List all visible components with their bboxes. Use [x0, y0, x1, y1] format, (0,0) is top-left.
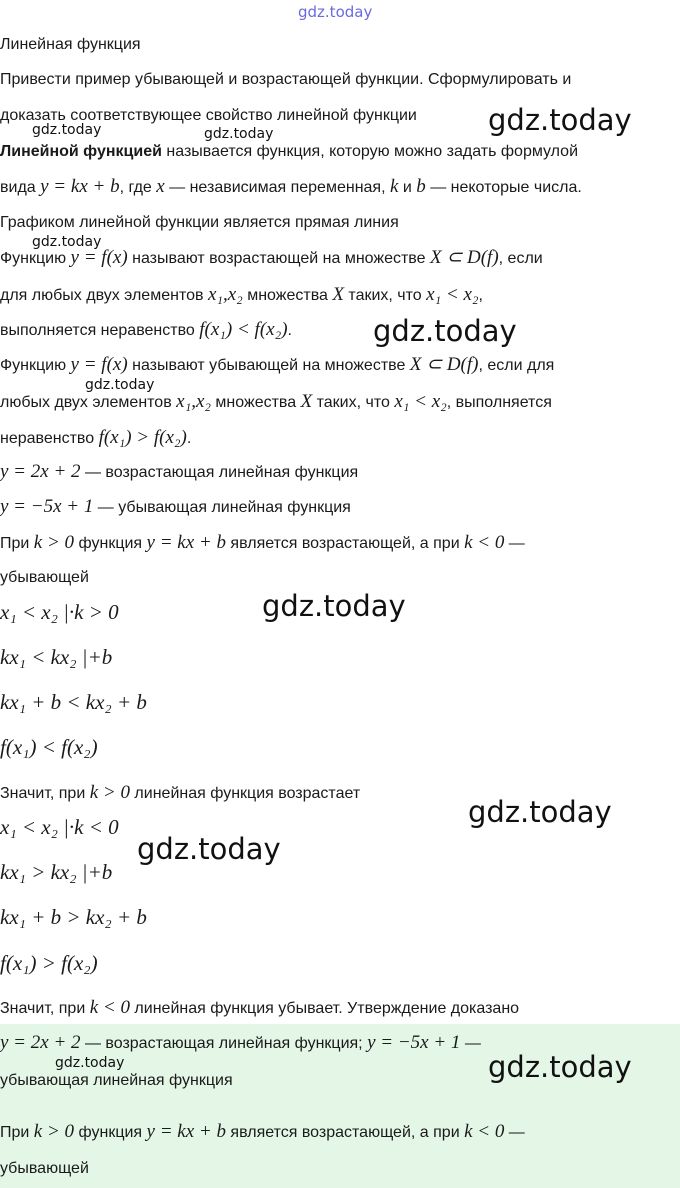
task-line-2: доказать соответствующее свойство линейной функции [0, 107, 417, 124]
proof-inc-step-1: x₁ < x₂ |·k > 0 [0, 600, 119, 624]
decreasing-line-1: Функцию y = f(x) называют убывающей на множестве X ⊂ D(f), если для [0, 354, 555, 375]
watermark: gdz.today [488, 1050, 632, 1084]
proof-dec-step-1: x₁ < x₂ |·k < 0 [0, 815, 119, 839]
answer-line-1: y = 2x + 2 — возрастающая линейная функция; y = −5x + 1 — [0, 1032, 481, 1053]
proof-dec-step-2: kx₁ > kx₂ |+b [0, 860, 113, 884]
definition-line-1: Линейной функцией называется функция, которую можно задать формулой [0, 143, 579, 160]
statement-line-2: убывающей [0, 569, 89, 586]
watermark: gdz.today [373, 314, 517, 348]
statement-line-1: При k > 0 функция y = kx + b является возрастающей, а при k < 0 — [0, 532, 525, 553]
watermark: gdz.today [468, 795, 612, 829]
watermark: gdz.today [137, 832, 281, 866]
watermark: gdz.today [488, 103, 632, 137]
decreasing-line-3: неравенство f(x₁) > f(x₂). [0, 427, 192, 448]
answer-line-2: убывающая линейная функция [0, 1072, 233, 1089]
example-decreasing: y = −5x + 1 — убывающая линейная функция [0, 496, 351, 517]
conclusion-increasing: Значит, при k > 0 линейная функция возрастает [0, 782, 361, 803]
watermark: gdz.today [32, 122, 102, 138]
watermark: gdz.today [55, 1055, 125, 1071]
answer-line-3: При k > 0 функция y = kx + b является возрастающей, а при k < 0 — [0, 1121, 525, 1142]
page-title: Линейная функция [0, 36, 141, 53]
graph-line: Графиком линейной функции является прямая линия [0, 214, 399, 231]
definition-line-2: вида y = kx + b, где x — независимая переменная, k и b — некоторые числа. [0, 176, 582, 197]
proof-inc-step-4: f(x₁) < f(x₂) [0, 735, 98, 759]
proof-inc-step-2: kx₁ < kx₂ |+b [0, 645, 113, 669]
decreasing-line-2: любых двух элементов x₁,x₂ множества X таких, что x₁ < x₂, выполняется [0, 391, 552, 412]
watermark: gdz.today [262, 589, 406, 623]
proof-inc-step-3: kx₁ + b < kx₂ + b [0, 690, 147, 714]
conclusion-decreasing: Значит, при k < 0 линейная функция убывает. Утверждение доказано [0, 997, 520, 1018]
proof-dec-step-3: kx₁ + b > kx₂ + b [0, 905, 147, 929]
increasing-line-1: Функцию y = f(x) называют возрастающей на множестве X ⊂ D(f), если [0, 247, 543, 268]
watermark: gdz.today [85, 377, 155, 393]
proof-dec-step-4: f(x₁) > f(x₂) [0, 951, 98, 975]
watermark: gdz.today [204, 126, 274, 142]
watermark: gdz.today [32, 234, 102, 250]
increasing-line-3: выполняется неравенство f(x₁) < f(x₂). [0, 319, 292, 340]
example-increasing: y = 2x + 2 — возрастающая линейная функция [0, 461, 359, 482]
increasing-line-2: для любых двух элементов x₁,x₂ множества X таких, что x₁ < x₂, [0, 284, 483, 305]
task-line-1: Привести пример убывающей и возрастающей функции. Сформулировать и [0, 71, 572, 88]
answer-line-4: убывающей [0, 1160, 89, 1177]
watermark: gdz.today [298, 3, 373, 21]
